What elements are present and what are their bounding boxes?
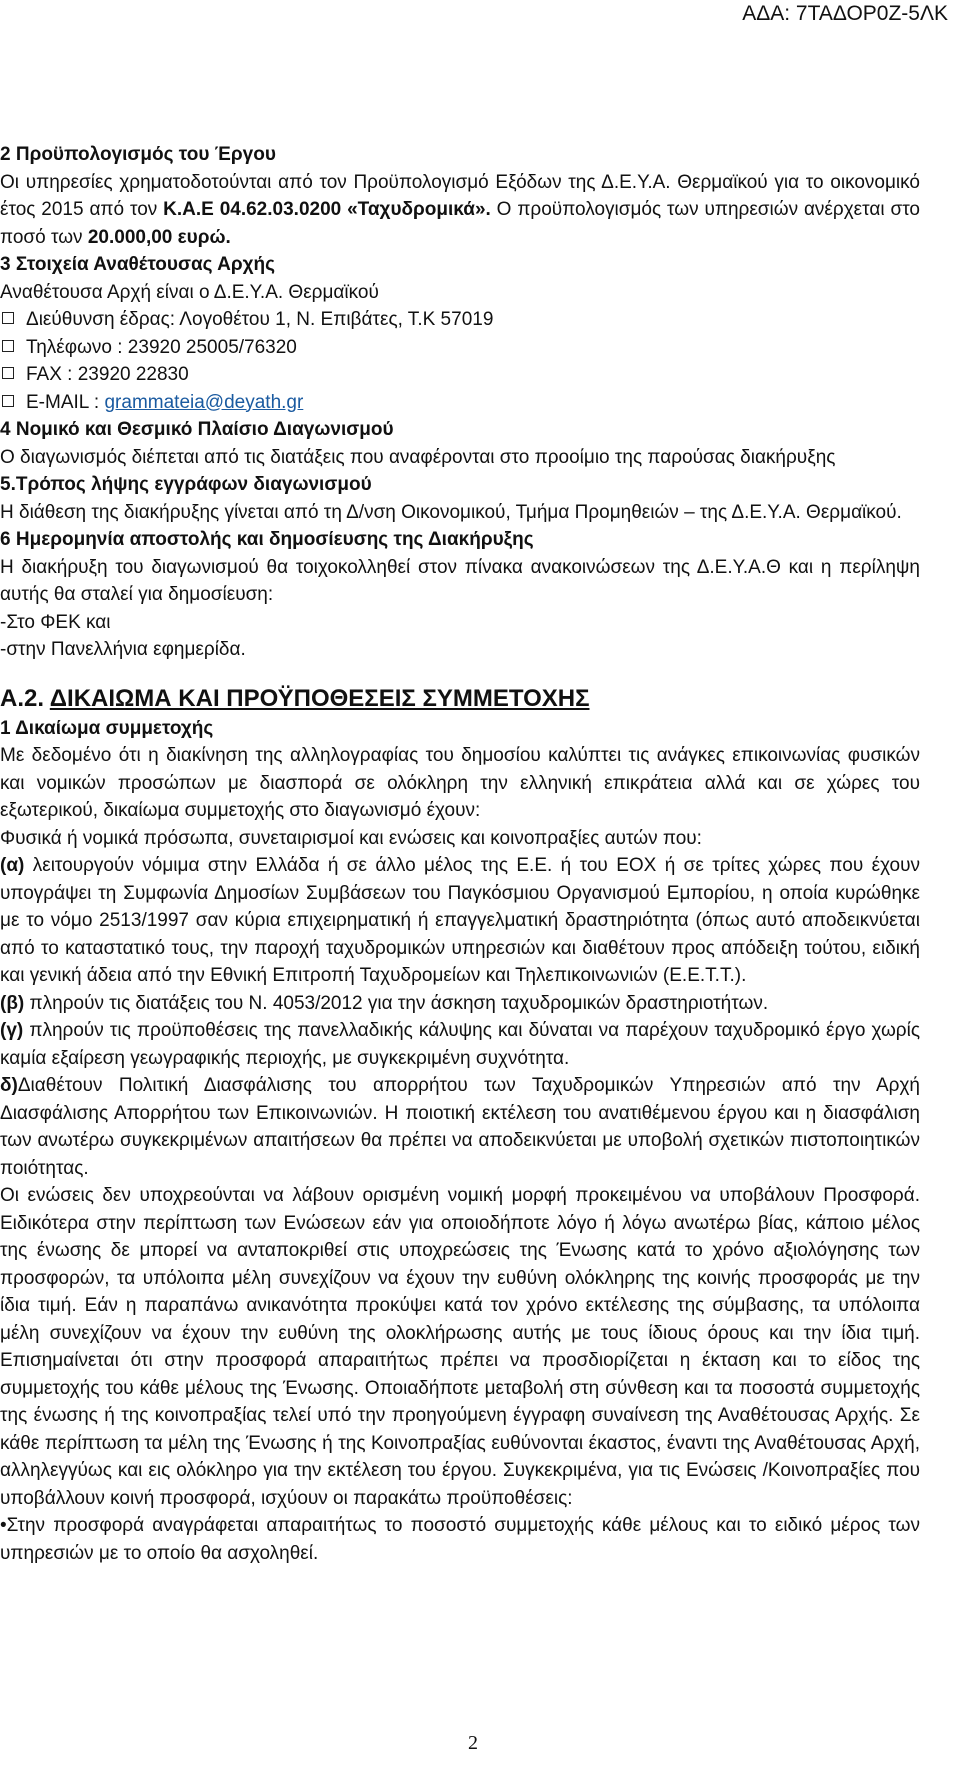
intro-paragraph: Με δεδομένο ότι η διακίνηση της αλληλογραφίας του δημοσίου καλύπτει τις ανάγκες επικοινωνίας φυσικών και νομικών προσώπων με διασπορά σε ολόκληρη την ελληνική επικράτεια αλλά και σε χώρες του εξωτερικού, δικαίωμα συμμετοχής στο διαγωνισμό έχουν: [0, 745, 920, 821]
address-item: Διεύθυνση έδρας: Λογοθέτου 1, Ν. Επιβάτες, Τ.Κ 57019 [0, 306, 920, 334]
checkbox-square-icon [2, 367, 14, 379]
email-item: E-MAIL : grammateia@deyath.gr [0, 389, 920, 417]
publication-heading: 6 Ημερομηνία αποστολής και δημοσίευσης της Διακήρυξης [0, 529, 534, 550]
checkbox-square-icon [2, 395, 14, 407]
publication-text: Η διακήρυξη του διαγωνισμού θα τοιχοκολληθεί στον πίνακα ανακοινώσεων της Δ.Ε.Υ.Α.Θ και η περίληψη αυτής θα σταλεί για δημοσίευση: [0, 556, 920, 605]
unions-paragraph: Οι ενώσεις δεν υποχρεούνται να λάβουν ορισμένη νομική μορφή προκειμένου να υποβάλουν Προσφορά. Ειδικότερα στην περίπτωση των Ενώσεων εάν για οποιοδήποτε λόγο ή λόγω ανωτέρω βίας, κάποιο μέλος της ένωσης δε μπορεί να ανταποκριθεί στις υποχρεώσεις της Ένωσης κατά το χρόνο αξιολόγησης των προσφορών, τα υπόλοιπα μέλη συνεχίζουν να έχουν την ευθύνη ολόκληρης της κοινής προσφοράς με την ίδια τιμή. Εάν η παραπάνω ανικανότητα προκύψει κατά τον χρόνο εκτέλεσης της σύμβασης, τα υπόλοιπα μέλη συνεχίζουν να έχουν την ευθύνη της ολοκλήρωσης αυτής με τους ίδιους όρους και την ίδια τιμή. Επισημαίνεται ότι στην προσφορά απαραιτήτως πρέπει να προσδιορίζεται η έκταση και το είδος της συμμετοχής του κάθε μέλους της Ένωσης. Οποιαδήποτε μεταβολή στη σύνθεση και τα ποσοστά συμμετοχής της ένωσης ή της κοινοπραξίας τελεί υπό την προηγούμενη έγγραφη συναίνεση της Αναθέτουσας Αρχής. Σε κάθε περίπτωση τα μέλη της Ένωσης ή της Κοινοπραξίας ευθύνονται έκαστος, έναντι της Αναθέτουσας Αρχή, αλληλεγγύως και εις ολόκληρο για την εκτέλεση του έργου. Συγκεκριμένα, για τις Ενώσεις /Κοινοπραξίες που υποβάλλουν κοινή προσφορά, ισχύουν οι παρακάτω προϋποθέσεις: [0, 1185, 920, 1509]
section-title: ΔΙΚΑΙΩΜΑ ΚΑΙ ΠΡΟΫΠΟΘΕΣΕΙΣ ΣΥΜΜΕΤΟΧΗΣ [49, 684, 590, 712]
bullet-item: •Στην προσφορά αναγράφεται απαραιτήτως το ποσοστό συμμετοχής κάθε μέλους και το ειδικό μέρος των υπηρεσιών με το οποίο θα ασχοληθεί. [0, 1515, 920, 1564]
phone-item: Τηλέφωνο : 23920 25005/76320 [0, 334, 920, 362]
publication-item: -στην Πανελλήνια εφημερίδα. [0, 639, 246, 660]
checkbox-square-icon [2, 312, 14, 324]
section-heading: Α.2. ΔΙΚΑΙΩΜΑ ΚΑΙ ΠΡΟΫΠΟΘΕΣΕΙΣ ΣΥΜΜΕΤΟΧΗΣ [0, 684, 590, 712]
condition-d: δ)Διαθέτουν Πολιτική Διασφάλισης του απορρήτου των Ταχυδρομικών Υπηρεσιών από την Αρχή Διασφάλισης Απορρήτου των Επικοινωνιών. Η ποιοτική εκτέλεση του ανατιθέμενου έργου και η διασφάλιση των ανωτέρω συγκεκριμένων απαιτήσεων θα πρέπει να αποδεικνύεται με υποβολή σχετικών πιστοποιητικών ποιότητας. [0, 1075, 920, 1179]
authority-line: Αναθέτουσα Αρχή είναι ο Δ.Ε.Υ.Α. Θερμαϊκού [0, 281, 379, 303]
condition-c: (γ) πληρούν τις προϋποθέσεις της πανελλαδικής κάλυψης και δύναται να παρέχουν ταχυδρομικό έργο χωρίς καμία εξαίρεση γεωγραφικής περιοχής, με συγκεκριμένη συχνότητα. [0, 1020, 920, 1069]
email-link[interactable]: grammateia@deyath.gr [104, 391, 304, 413]
page-number: 2 [468, 1732, 478, 1754]
legal-text: Ο διαγωνισμός διέπεται από τις διατάξεις που αναφέρονται στο προοίμιο της παρούσας διακήρυξης [0, 446, 836, 468]
budget-code: Κ.Α.Ε 04.62.03.0200 «Ταχυδρομικά». [163, 199, 491, 220]
document-body [0, 141, 920, 1567]
condition-a: (α) λειτουργούν νόμιμα στην Ελλάδα ή σε άλλο μέλος της Ε.Ε. ή του ΕΟΧ ή σε τρίτες χώρες που έχουν υπογράψει τη Συμφωνία Δημοσίων Συμβάσεων του Παγκόσμιου Οργανισμού Εμπορίου, η οποία κυρώθηκε με το νόμο 2513/1997 σαν κύρια επιχειρηματική ή επαγγελματική δραστηριότητα (όπως αυτό αποδεικνύεται από το καταστατικό τους, την παροχή ταχυδρομικών υπηρεσιών και διαθέτουν προς απόδειξη τούτου, ειδική και γενική άδεια από την Εθνική Επιτροπή Ταχυδρομείων και Τηλεπικοινωνιών (Ε.Ε.Τ.Τ.). [0, 855, 920, 986]
budget-paragraph: Οι υπηρεσίες χρηματοδοτούνται από τον Προϋπολογισμό Εξόδων της Δ.Ε.Υ.Α. Θερμαϊκού για το οικονομικό έτος 2015 από τον Κ.Α.Ε 04.62.03.0200 «Ταχυδρομικά». Ο προϋπολογισμός των υπηρεσιών ανέρχεται στο ποσό των 20.000,00 ευρώ. [0, 171, 920, 248]
condition-b: (β) πληρούν τις διατάξεις του Ν. 4053/2012 για την άσκηση ταχυδρομικών δραστηριοτήτων. [0, 992, 769, 1014]
subsection-heading: 1 Δικαίωμα συμμετοχής [0, 717, 214, 739]
authority-heading: 3 Στοιχεία Αναθέτουσας Αρχής [0, 254, 275, 275]
budget-amount: 20.000,00 ευρώ. [87, 226, 231, 248]
persons-line: Φυσικά ή νομικά πρόσωπα, συνεταιρισμοί και ενώσεις και κοινοπραξίες αυτών που: [0, 827, 702, 849]
fax-item: FAX : 23920 22830 [0, 361, 920, 389]
budget-heading: 2 Προϋπολογισμός του Έργου [0, 144, 276, 165]
ada-code: ΑΔΑ: 7ΤΑΔΟΡ0Ζ-5ΛΚ [742, 2, 948, 25]
docs-text: Η διάθεση της διακήρυξης γίνεται από τη Δ/νση Οικονομικού, Τμήμα Προμηθειών – της Δ.Ε.Υ.Α. Θερμαϊκού. [0, 501, 902, 523]
publication-item: -Στο ΦΕΚ και [0, 611, 111, 633]
docs-heading: 5.Τρόπος λήψης εγγράφων διαγωνισμού [0, 474, 372, 495]
legal-heading: 4 Νομικό και Θεσμικό Πλαίσιο Διαγωνισμού [0, 419, 394, 440]
checkbox-square-icon [2, 340, 14, 352]
